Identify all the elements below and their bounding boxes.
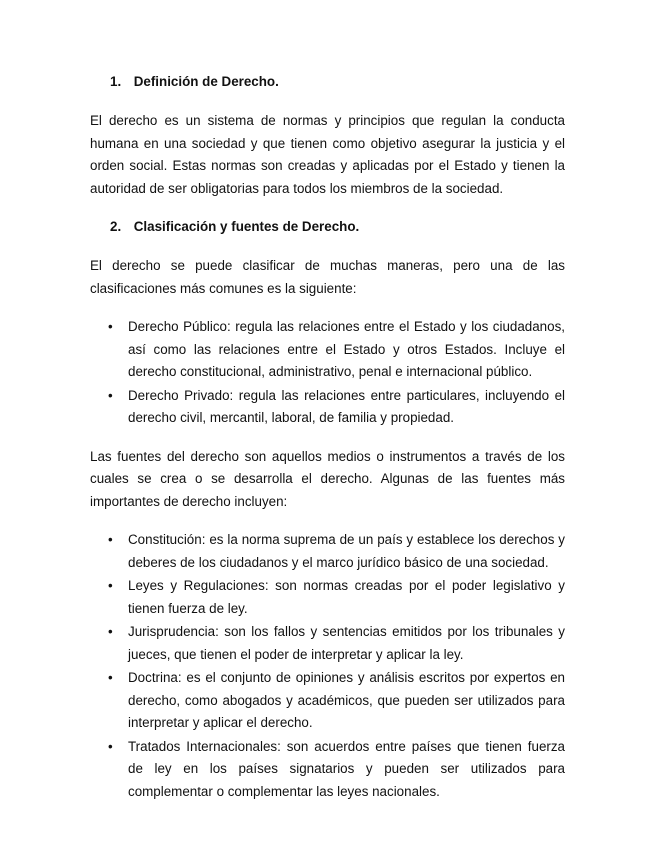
classification-list — [90, 316, 565, 430]
section-1-number: 1. — [110, 74, 122, 89]
bullet-icon: • — [108, 670, 113, 685]
classification-intro: El derecho se puede clasificar de muchas maneras, pero una de las clasificaciones más comunes es la siguiente: — [90, 258, 565, 296]
list-item — [90, 575, 565, 620]
list-item-text: Derecho Público: regula las relaciones entre el Estado y los ciudadanos, así como las relaciones entre el Estado y otros Estados. Incluye el derecho constitucional, administrativo, penal e internacional público. — [128, 319, 565, 379]
bullet-icon: • — [108, 624, 113, 639]
section-2-title: Clasificación y fuentes de Derecho. — [133, 219, 360, 234]
list-item-text: Constitución: es la norma suprema de un país y establece los derechos y deberes de los ciudadanos y el marco jurídico básico de una sociedad. — [128, 532, 565, 570]
list-item-text: Leyes y Regulaciones: son normas creadas por el poder legislativo y tienen fuerza de ley. — [128, 578, 565, 616]
list-item — [90, 529, 565, 574]
list-item-text: Tratados Internacionales: son acuerdos entre países que tienen fuerza de ley en los países signatarios y pueden ser utilizados para complementar o complementar las leyes nacionales. — [128, 738, 565, 799]
list-item — [90, 621, 565, 666]
list-item-text: Derecho Privado: regula las relaciones entre particulares, incluyendo el derecho civil, mercantil, laboral, de familia y propiedad. — [128, 387, 565, 425]
list-item — [90, 736, 565, 804]
section-2-number: 2. — [110, 219, 122, 234]
section-1-title: Definición de Derecho. — [133, 74, 279, 89]
list-item-text: Doctrina: es el conjunto de opiniones y análisis escritos por expertos en derecho, como abogados y académicos, que pueden ser utilizados para interpretar y aplicar el derecho. — [128, 670, 565, 730]
list-item — [90, 385, 565, 430]
list-item — [90, 316, 565, 384]
bullet-icon: • — [108, 387, 113, 403]
bullet-icon: • — [108, 319, 113, 334]
bullet-icon: • — [108, 738, 113, 754]
bullet-icon: • — [108, 578, 113, 593]
list-item — [90, 667, 565, 735]
bullet-icon: • — [108, 532, 113, 547]
section-1-paragraph: El derecho es un sistema de normas y principios que regulan la conducta humana en una sociedad y que tienen como objetivo asegurar la justicia y el orden social. Estas normas son creadas y aplicadas por el Estado y tienen la autoridad de ser obligatorias para todos los miembros de la sociedad. — [90, 113, 565, 196]
section-1-heading — [90, 71, 565, 93]
list-item-text: Jurisprudencia: son los fallos y sentencias emitidos por los tribunales y jueces, que tienen el poder de interpretar y aplicar la ley. — [128, 624, 565, 662]
section-2-heading — [90, 216, 565, 238]
document-body — [90, 71, 565, 803]
sources-list — [90, 529, 565, 803]
sources-intro: Las fuentes del derecho son aquellos medios o instrumentos a través de los cuales se crea o se desarrolla el derecho. Algunas de las fuentes más importantes de derecho incluyen: — [90, 448, 565, 509]
